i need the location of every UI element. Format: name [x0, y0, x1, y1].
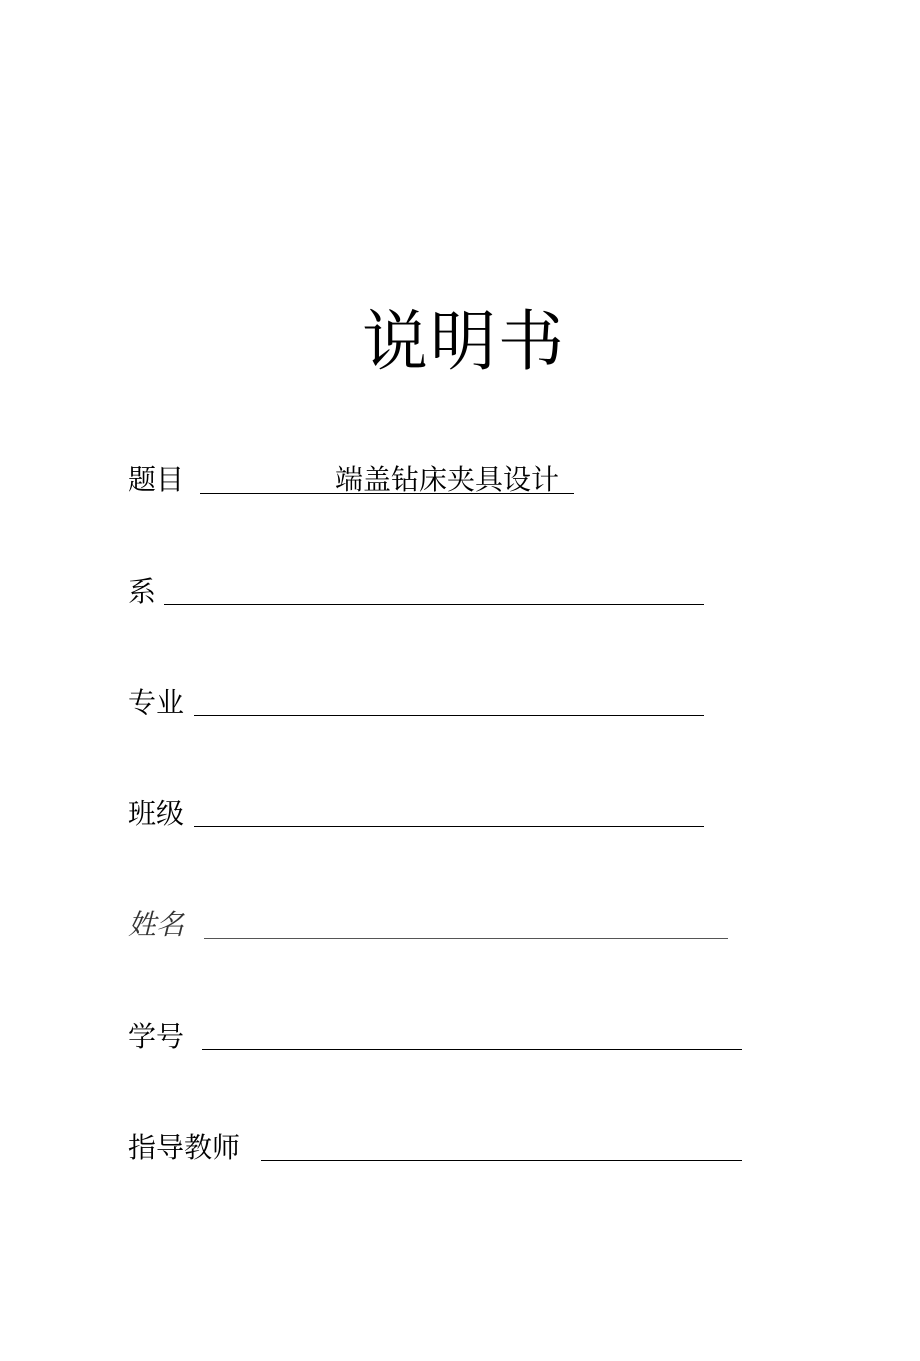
- topic-value: 端盖钻床夹具设计: [335, 463, 560, 496]
- name-field: [128, 905, 733, 945]
- student-id-underline[interactable]: [202, 1049, 742, 1050]
- class-label: 班级: [128, 797, 185, 830]
- major-field: [128, 683, 708, 723]
- name-underline[interactable]: [204, 938, 728, 939]
- advisor-field: [128, 1128, 748, 1168]
- department-underline[interactable]: [164, 604, 704, 605]
- major-label: 专业: [128, 686, 185, 719]
- department-field: [128, 572, 708, 612]
- advisor-underline[interactable]: [261, 1160, 742, 1161]
- student-id-field: [128, 1017, 748, 1057]
- advisor-label: 指导教师: [128, 1131, 241, 1164]
- name-label: 姓名: [128, 908, 185, 941]
- topic-label: 题目: [128, 463, 185, 496]
- class-underline[interactable]: [194, 826, 704, 827]
- topic-field: [128, 460, 588, 500]
- department-label: 系: [128, 575, 157, 608]
- document-title: 说明书: [362, 303, 566, 380]
- student-id-label: 学号: [128, 1020, 185, 1053]
- major-underline[interactable]: [194, 715, 704, 716]
- class-field: [128, 794, 708, 834]
